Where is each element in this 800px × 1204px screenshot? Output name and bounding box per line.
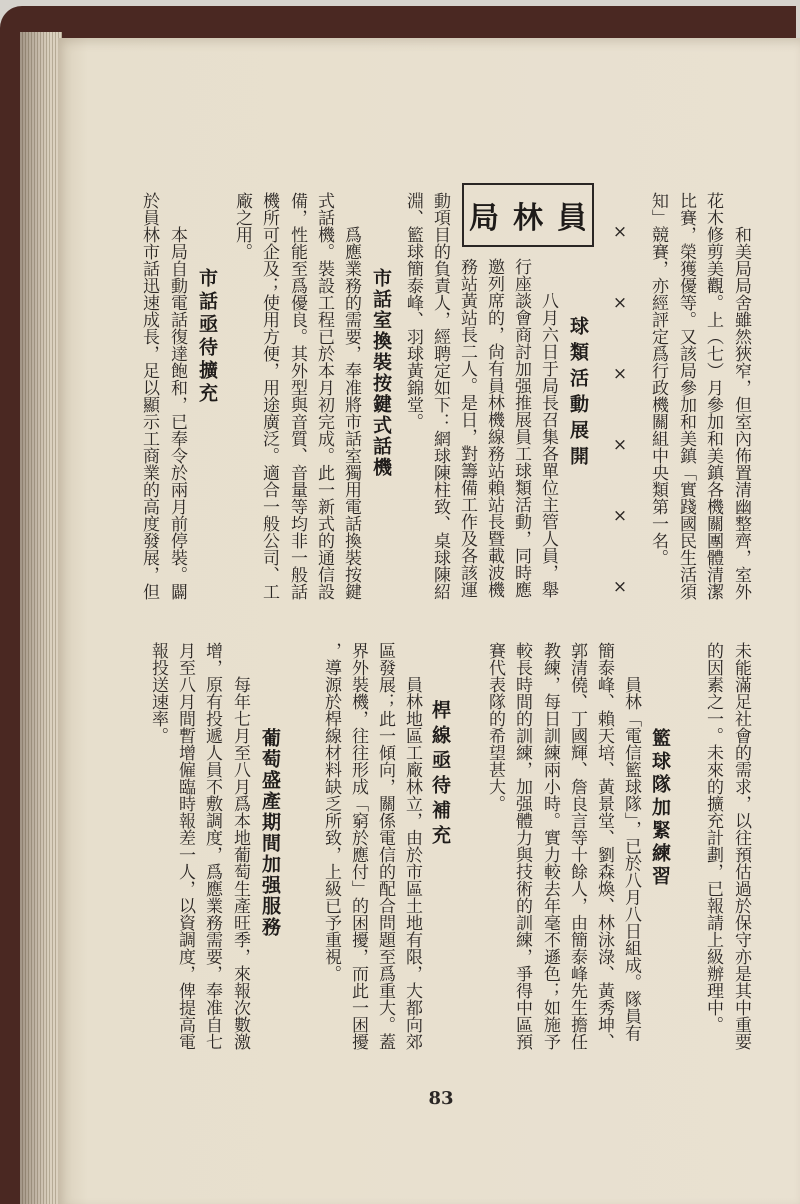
- paragraph-line: 簡泰峰、賴天培、黃景堂、劉森煥、林泳淥、黃秀坤、: [594, 642, 614, 1050]
- paragraph-line: 增，原有投遞人員不敷調度，爲應業務需要，奉准自七: [202, 642, 222, 1050]
- section-heading: 市話亟待擴充: [196, 268, 218, 406]
- paragraph-line: 郭清僥、丁國輝、詹良言等十餘人，由簡泰峰先生擔任: [567, 642, 587, 1050]
- section-separator: × × × × × ×: [610, 222, 630, 614]
- paragraph-line: 備，性能至爲優良。其外型與音質、音量等均非一般話: [287, 192, 307, 600]
- paragraph-line: 月至八月間暫增僱臨時報差一人，以資調度，俾提高電: [175, 642, 195, 1050]
- paragraph-line: 和美局局舍雖然狹窄，但室內佈置清幽整齊，室外: [731, 226, 751, 600]
- paragraph-line: 淵、籃球簡泰峰、羽球黃錦堂。: [403, 192, 423, 430]
- paragraph-line: 廠之用。: [232, 192, 252, 260]
- paragraph-line: 花木修剪美觀。上（七）月參加和美鎮各機關團體清潔: [703, 192, 723, 600]
- paragraph-line: ，導源於桿線材料缺乏所致，上級已予重視。: [321, 642, 341, 982]
- paragraph-line: 於員林市話迅速成長，足以顯示工商業的高度發展，但: [139, 192, 159, 600]
- paragraph-line: 賽代表隊的希望甚大。: [485, 642, 505, 812]
- paragraph-line: 員林地區工廠林立，由於市區土地有限，大都向郊: [402, 676, 422, 1050]
- paragraph-line: 機所可企及；使用方便，用途廣泛。適合一般公司、工: [259, 192, 279, 600]
- paragraph-line: 八月六日于局長召集各單位主管人員，舉: [538, 292, 558, 598]
- section-heading: 市話室換裝按鍵式話機: [370, 268, 392, 478]
- paragraph-line: 區發展；此一傾向，關係電信的配合問題至爲重大。蓋: [375, 642, 395, 1050]
- paragraph-line: 每年七月至八月爲本地葡萄生產旺季，來報次數激: [230, 676, 250, 1050]
- bureau-title: 局林員: [469, 201, 601, 236]
- section-heading: 桿線亟待補充: [429, 700, 451, 850]
- paragraph-line: 報投送速率。: [148, 642, 168, 744]
- paragraph-line: 行座談會商討加强推展員工球類活動，同時應: [511, 258, 531, 598]
- section-heading: 葡萄盛產期間加强服務: [259, 728, 281, 938]
- paragraph-line: 務站黃站長二人。是日，對籌備工作及各該運: [457, 258, 477, 598]
- paragraph-line: 本局自動電話復達飽和，已奉令於兩月前停裝。闢: [167, 226, 187, 600]
- bureau-title-box: [462, 183, 601, 247]
- section-heading: 籃球隊加緊練習: [649, 728, 671, 889]
- paragraph-line: 邀列席的，尙有員林機線務站賴站長暨載波機: [484, 258, 504, 598]
- paragraph-line: 動項目的負責人，經聘定如下：網球陳柱致、桌球陳紹: [430, 192, 450, 600]
- paragraph-line: 較長時間的訓練，加强體力與技術的訓練，爭得中區預: [512, 642, 532, 1050]
- paragraph-line: 未能滿足社會的需求，以往預估過於保守亦是其中重要: [731, 642, 751, 1050]
- section-heading: 球類活動展開: [567, 316, 589, 472]
- paragraph-line: 式話機。裝設工程已於本月初完成。此一新式的通信設: [314, 192, 334, 600]
- paragraph-line: 爲應業務的需要，奉准將市話室獨用電話換裝按鍵: [341, 226, 361, 600]
- paragraph-line: 比賽，榮獲優等。又該局參加和美鎮「實踐國民生活須: [676, 192, 696, 600]
- paragraph-line: 員林「電信籃球隊」，已於八月八日組成。隊員有: [621, 676, 641, 1042]
- paragraph-line: 教練，每日訓練兩小時。實力較去年毫不遜色；如施予: [540, 642, 560, 1050]
- page-number: 83: [428, 1088, 454, 1109]
- paragraph-line: 的因素之一。未來的擴充計劃，已報請上級辦理中。: [703, 642, 723, 1033]
- paragraph-line: 知」競賽，亦經評定爲行政機關組中央類第一名。: [648, 192, 668, 566]
- paragraph-line: 界外裝機，往往形成「窮於應付」的困擾，而此一困擾: [348, 642, 368, 1050]
